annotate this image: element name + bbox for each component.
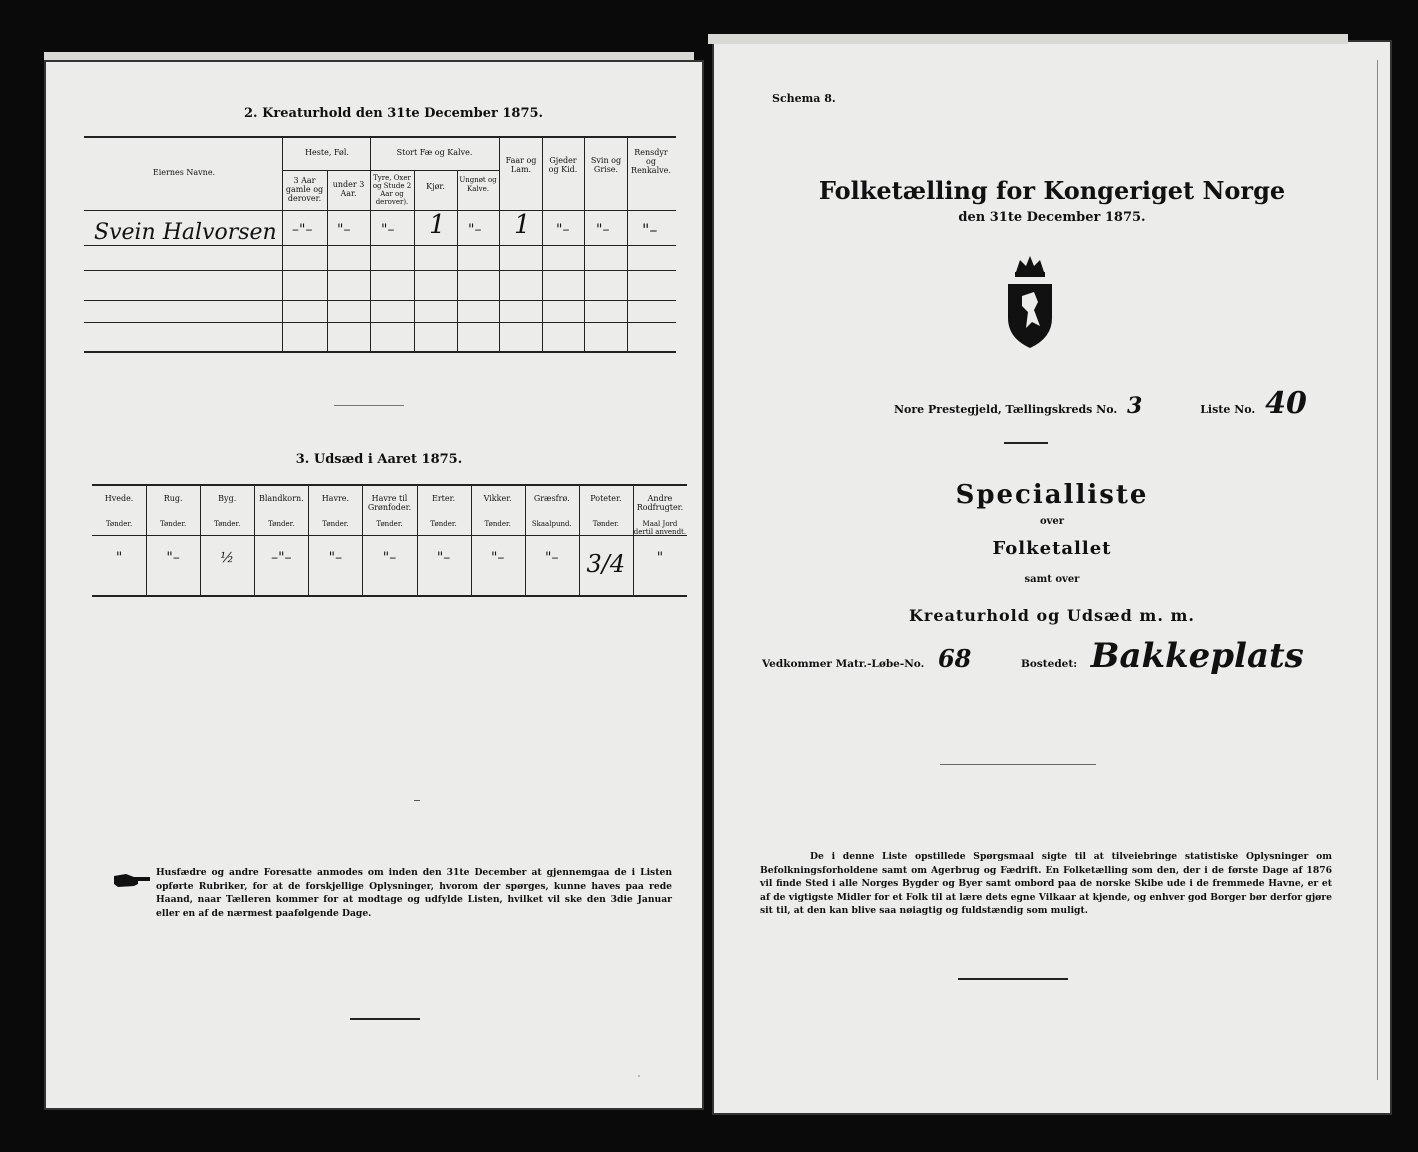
census-title: Folketælling for Kongeriget Norge	[818, 176, 1286, 205]
udsaed-col-value: 3/4	[586, 550, 626, 578]
heste-over-value: –"–	[292, 222, 313, 238]
over-label-1: over	[1039, 516, 1065, 527]
col-gjeder: Gjeder og Kid.	[548, 156, 578, 174]
ungnod-value: "–	[468, 222, 482, 238]
udsaed-col-label: Poteter.	[590, 494, 622, 503]
udsaed-col-label: Havre til Grønfoder.	[367, 494, 412, 512]
col-ungnod: Ungnøt og Kalve.	[459, 176, 497, 193]
coat-of-arms-icon	[1000, 252, 1060, 352]
udsaed-col-label: Byg.	[218, 494, 237, 503]
col-rensdyr: Rensdyr og Renkalve.	[631, 148, 671, 175]
col-kjor: Kjør.	[426, 182, 445, 191]
matr-line	[762, 636, 1304, 676]
udsaed-col-value: "	[656, 550, 664, 566]
udsaed-col-unit: Tønder.	[268, 520, 295, 528]
col-owner-header: Eiernes Navne.	[152, 168, 216, 177]
prestegjeld-line	[894, 386, 1307, 421]
gjeder-value: "–	[556, 222, 570, 238]
udsaed-col-value: "–	[545, 550, 559, 566]
specialliste-title: Specialliste	[955, 480, 1149, 510]
svin-value: "–	[596, 222, 610, 238]
bosted-value: Bakkeplats	[1090, 636, 1304, 676]
udsaed-col-value: "–	[490, 550, 505, 566]
liste-label: Liste No.	[1200, 403, 1256, 416]
udsaed-col-label: Erter.	[432, 494, 456, 503]
udsaed-col-label: Græsfrø.	[533, 494, 570, 503]
col-faar: Faar og Lam.	[505, 156, 537, 174]
udsaed-col-unit: Tønder.	[484, 520, 511, 528]
left-page: 2. Kreaturhold den 31te December 1875. Eiernes Navne. Heste, Føl. 3 Aar gamle og derover. under 3 Aar. Stort Fæ og Kalve. Tyre, Oxer og Stude 2 Aar og derover). Kjør. Ungnøt og Kalve. Faar og Lam. Gjeder og Kid. Svin og Grise. Rensdyr og Renkalve. Svein Halvorsen –"– "– "– 1 "– 1 "– "– "– 3. Udsæd i Aaret 1875. Hvede. Tønder. " Rug. Tønder. "– Byg. Tønder. ½ Blandkorn. Tønder. –"– Havre. Tønder. "– Havre til Grønfoder. Tønder. "– Erter. Tønder. "– Vikker. Tønder. "– Græsfrø. Skaalpund. "– Poteter. Tønder. 3/4 Andre Rodfrugter. Maal Jord dertil anvendt. " Husfædre og andre Foresatte anmodes om inden den 31te December at gjennemgaa de i Listen opførte Rubriker, for at de forskjellige Oplysninger, hvorom der spørges, kunne haves paa rede Haand, naar Tælleren kommer for at modtage og udfylde Listen, hvilket vil ske den 3die Januar eller en af de nærmest paafølgende Dage. ·	[44, 60, 704, 1110]
udsaed-col-label: Hvede.	[104, 494, 134, 503]
col-heste-over: 3 Aar gamle og derover.	[285, 176, 324, 203]
udsaed-col-value: "	[115, 550, 123, 566]
udsaed-col-label: Andre Rodfrugter.	[636, 494, 684, 512]
udsaed-col-label: Vikker.	[483, 494, 512, 503]
udsaed-col-value: –"–	[271, 550, 292, 566]
udsaed-col-label: Havre.	[321, 494, 350, 503]
right-page	[712, 40, 1392, 1115]
census-date: den 31te December 1875.	[958, 210, 1146, 225]
col-svin: Svin og Grise.	[590, 156, 622, 174]
owner-name: Svein Halvorsen	[94, 220, 277, 245]
census-note: De i denne Liste opstillede Spørgsmaal sigte til at tilveiebringe statistiske Oplysninger om Befolkningsforholdene samt om Agerbrug og Fædrift. En Folketælling som den, der i de første Dage af 1876 vil finde Sted i alle Norges Bygder og Byer samt ombord paa de norske Skibe ude i de fremmede Havne, er et af de vigtigste Midler for et Folk til at lære dets egne Vilkaar at kjende, og enhver god Borger bør derfor gjøre sit til, at den kan blive saa nøiagtig og fuldstændig som muligt.	[760, 851, 1332, 916]
col-tyre: Tyre, Oxer og Stude 2 Aar og derover).	[372, 174, 412, 206]
heste-under-value: "–	[337, 222, 351, 238]
udsaed-col-unit: Tønder.	[159, 520, 187, 528]
udsaed-col-unit: Skaalpund.	[531, 520, 572, 528]
udsaed-col-value: "–	[382, 550, 397, 566]
matr-label: Vedkommer Matr.-Løbe-No.	[762, 658, 925, 670]
samt-over-label: samt over	[1024, 574, 1080, 585]
bosted-label: Bostedet:	[1021, 658, 1078, 670]
udsaed-col-value: "–	[328, 550, 343, 566]
rensdyr-value: "–	[642, 220, 658, 239]
udsaed-col-unit: Tønder.	[105, 520, 133, 528]
udsaed-col-unit: Tønder.	[430, 520, 457, 528]
kjor-value: 1	[429, 210, 446, 240]
udsaed-col-value: "–	[436, 550, 451, 566]
kreaturhold-title: Kreaturhold og Udsæd m. m.	[909, 606, 1195, 625]
udsaed-col-label: Rug.	[163, 494, 183, 503]
faar-value: 1	[514, 210, 531, 240]
liste-number: 40	[1265, 386, 1307, 421]
udsaed-col-unit: Tønder.	[214, 520, 241, 528]
udsaed-col-value: ½	[220, 550, 234, 566]
udsaed-col-label: Blandkorn.	[258, 494, 304, 503]
col-heste-under: under 3 Aar.	[332, 180, 365, 198]
pointing-hand-icon	[112, 870, 152, 892]
prestegjeld-label: Nore Prestegjeld, Tællingskreds No.	[894, 403, 1118, 416]
folketallet-title: Folketallet	[992, 538, 1112, 559]
storfae-group-header: Stort Fæ og Kalve.	[396, 148, 473, 157]
tyre-value: "–	[381, 222, 395, 238]
udsaed-col-unit: Maal Jord dertil anvendt.	[633, 520, 687, 536]
udsaed-col-value: "–	[166, 550, 180, 566]
heste-group-header: Heste, Føl.	[305, 148, 349, 157]
footnote-text: Husfædre og andre Foresatte anmodes om inden den 31te December at gjennemgaa de i Listen opførte Rubriker, for at de forskjellige Oplysninger, hvorom der spørges, kunne haves paa rede Haand, naar Tælleren kommer for at modtage og udfylde Listen, hvilket vil ske den 3die Januar eller en af de nærmest paafølgende Dage.	[156, 867, 672, 919]
kreds-number: 3	[1127, 393, 1143, 419]
section2-heading: 2. Kreaturhold den 31te December 1875.	[244, 106, 544, 121]
udsaed-col-unit: Tønder.	[592, 520, 619, 528]
schema-label: Schema 8.	[772, 92, 836, 105]
section3-heading: 3. Udsæd i Aaret 1875.	[295, 452, 463, 467]
udsaed-col-unit: Tønder.	[376, 520, 403, 528]
matr-number: 68	[937, 644, 972, 673]
udsaed-col-unit: Tønder.	[322, 520, 349, 528]
